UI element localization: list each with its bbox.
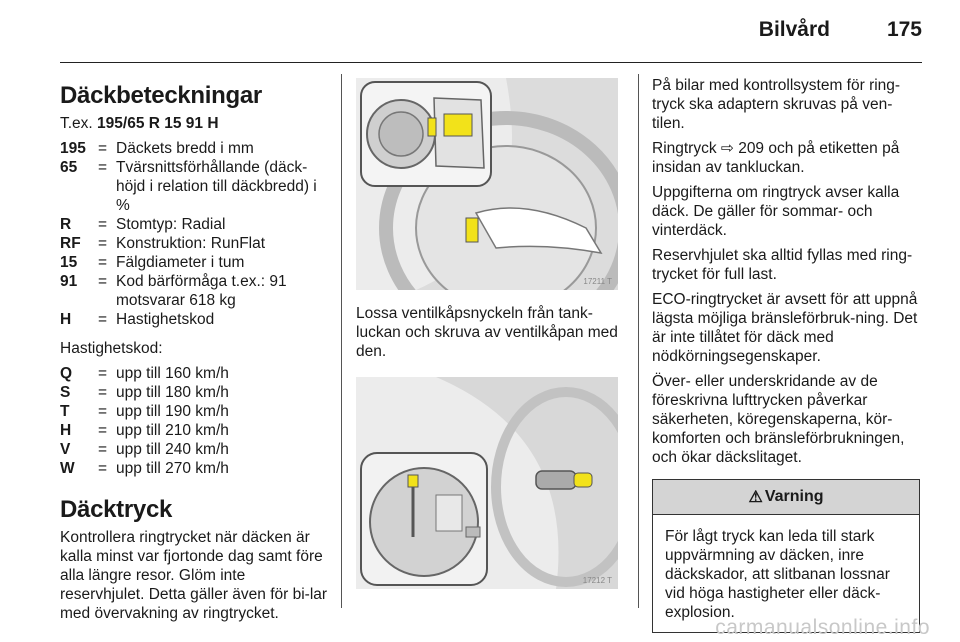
- paragraph-list: [652, 76, 922, 467]
- equals-sign: =: [98, 311, 108, 328]
- column-divider-1: [341, 74, 342, 608]
- figure-valve-adapter: [356, 377, 618, 589]
- definition-key: W: [60, 460, 75, 477]
- column-divider-2: [638, 74, 639, 608]
- definition-value: Konstruktion: RunFlat: [116, 235, 266, 252]
- definition-row: [60, 383, 330, 402]
- definition-key: T: [60, 403, 70, 420]
- definition-value: Fälgdiameter i tum: [116, 254, 245, 271]
- equals-sign: =: [98, 441, 108, 458]
- warning-text: För lågt tryck kan leda till stark uppvärmning av däcken, inre däckskador, att slitbanan lossnar vid höga hastigheter eller däck-explosion.: [665, 528, 890, 621]
- definition-value: upp till 190 km/h: [116, 403, 229, 420]
- column-left: [60, 76, 330, 629]
- equals-sign: =: [98, 384, 108, 401]
- body-paragraph: ECO-ringtrycket är avsett för att uppnå lägsta möjliga bränsleförbruk-ning. Det är inte tillåtet för däck med nödkörningsegenskaper.: [652, 291, 918, 365]
- figure2-code: 17212 T: [582, 576, 612, 585]
- definition-key: S: [60, 384, 71, 401]
- equals-sign: =: [98, 159, 108, 176]
- section-title: Bilvård: [758, 18, 830, 41]
- definition-row: [60, 364, 330, 383]
- tire-pressure-text: Kontrollera ringtrycket när däcken är kalla minst var fjortonde dag samt före alla längre resor. Glöm inte reservhjulet. Detta gäller även för bi-lar med övervakning av ringtrycket.: [60, 529, 328, 622]
- equals-sign: =: [98, 254, 108, 271]
- definition-row: [60, 310, 330, 329]
- page-header: [60, 0, 922, 63]
- definition-key: 15: [60, 254, 78, 271]
- definition-row: [60, 459, 330, 478]
- figure-caption: Lossa ventilkåpsnyckeln från tank-luckan och skruva av ventilkåpan med den.: [356, 305, 618, 360]
- definition-key: H: [60, 422, 72, 439]
- definition-value: Stomtyp: Radial: [116, 216, 226, 233]
- equals-sign: =: [98, 273, 108, 290]
- page-number: 175: [886, 18, 922, 41]
- definition-row: [60, 234, 330, 253]
- definition-value: Däckets bredd i mm: [116, 140, 254, 157]
- speed-code-heading: Hastighetskod:: [60, 340, 163, 357]
- equals-sign: =: [98, 140, 108, 157]
- definition-row: [60, 158, 330, 215]
- watermark: carmanualsonline.info: [715, 616, 930, 639]
- definition-value: Hastighetskod: [116, 311, 215, 328]
- warning-header: [653, 480, 919, 515]
- definition-list: [60, 139, 330, 329]
- equals-sign: =: [98, 216, 108, 233]
- warning-icon: ⚠: [748, 489, 763, 506]
- body-paragraph: Reservhjulet ska alltid fyllas med ring-trycket för full last.: [652, 247, 913, 283]
- example-line: T.ex. 195/65 R 15 91 H: [60, 115, 219, 132]
- warning-box: [652, 479, 920, 633]
- definition-row: [60, 215, 330, 234]
- equals-sign: =: [98, 403, 108, 420]
- figure-fuel-flap-valve: [356, 78, 618, 290]
- definition-key: 65: [60, 159, 78, 176]
- definition-row: [60, 402, 330, 421]
- body-paragraph: Uppgifterna om ringtryck avser kalla däck. De gäller för sommar- och vinterdäck.: [652, 184, 900, 239]
- definition-value: upp till 160 km/h: [116, 365, 229, 382]
- definition-row: [60, 253, 330, 272]
- equals-sign: =: [98, 365, 108, 382]
- definition-row: [60, 421, 330, 440]
- definition-value: upp till 270 km/h: [116, 460, 229, 477]
- warning-title: Varning: [764, 488, 824, 505]
- definition-key: V: [60, 441, 71, 458]
- figure1-code: 17211 T: [583, 277, 612, 286]
- tire-pressure-heading: Däcktryck: [60, 496, 173, 523]
- definition-key: H: [60, 311, 72, 328]
- equals-sign: =: [98, 460, 108, 477]
- example-code: 195/65 R 15 91 H: [97, 115, 219, 132]
- equals-sign: =: [98, 422, 108, 439]
- body-paragraph: På bilar med kontrollsystem för ring-tryck ska adaptern skruvas på ven-tilen.: [652, 77, 901, 132]
- definition-value: Tvärsnittsförhållande (däck-höjd i relation till däckbredd) i %: [116, 159, 317, 214]
- definition-key: Q: [60, 365, 73, 382]
- definition-key: 195: [60, 140, 86, 157]
- body-paragraph: Ringtryck ⇨ 209 och på etiketten på insidan av tankluckan.: [652, 140, 900, 176]
- body-paragraph: Över- eller underskridande av de föreskrivna lufttrycken påverkar säkerheten, köregenskaperna, kör-komforten och bränsleförbrukningen, och ökar däckslitaget.: [652, 373, 905, 466]
- equals-sign: =: [98, 235, 108, 252]
- definition-row: [60, 272, 330, 310]
- definition-row: [60, 139, 330, 158]
- definition-key: 91: [60, 273, 78, 290]
- definition-row: [60, 440, 330, 459]
- definition-value: upp till 180 km/h: [116, 384, 229, 401]
- definition-value: upp till 210 km/h: [116, 422, 229, 439]
- column-middle: [356, 76, 626, 603]
- definition-value: upp till 240 km/h: [116, 441, 229, 458]
- speed-code-list: [60, 364, 330, 478]
- definition-key: R: [60, 216, 72, 233]
- tire-designation-heading: Däckbeteckningar: [60, 82, 262, 109]
- definition-key: RF: [60, 235, 81, 252]
- column-right: [652, 76, 922, 633]
- definition-value: Kod bärförmåga t.ex.: 91 motsvarar 618 kg: [116, 273, 287, 309]
